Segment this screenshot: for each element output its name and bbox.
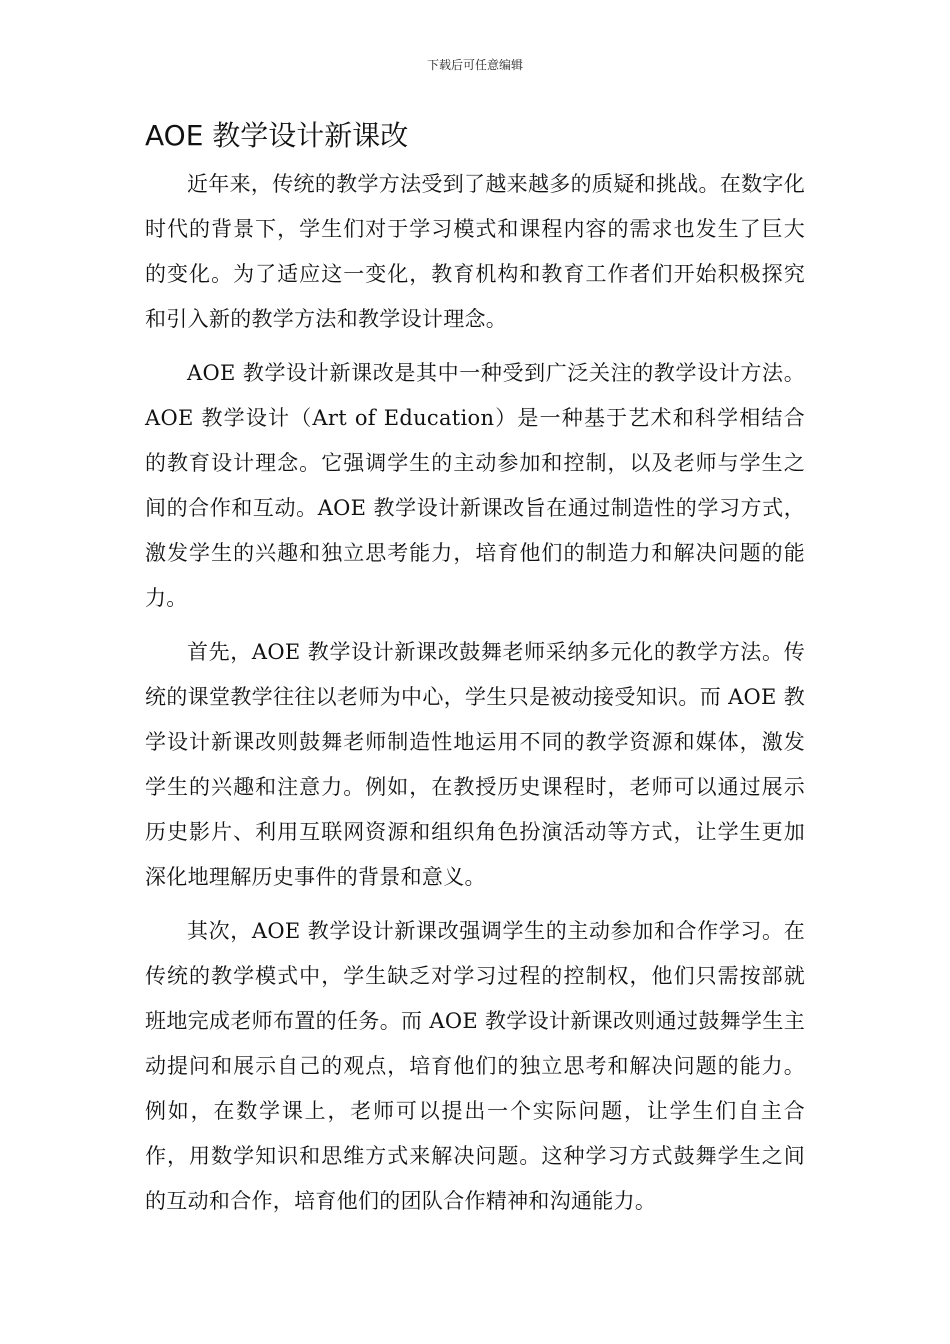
paragraph-second-point: 其次，AOE 教学设计新课改强调学生的主动参加和合作学习。在传统的教学模式中，学生缺乏对学习过程的控制权，他们只需按部就班地完成老师布置的任务。而 AOE 教学设计新课改则通过鼓舞学生主动提问和展示自己的观点，培育他们的独立思考和解决问题的能力。例如，在数学课上，老师可以提出一个实际问题，让学生们自主合作，用数学知识和思维方式来解决问题。这种学习方式鼓舞学生之间的互动和合作，培育他们的团队合作精神和沟通能力。 xyxy=(145,919,805,1213)
paragraph-first-point: 首先，AOE 教学设计新课改鼓舞老师采纳多元化的教学方法。传统的课堂教学往往以老师为中心，学生只是被动接受知识。而 AOE 教学设计新课改则鼓舞老师制造性地运用不同的教学资源和媒体，激发学生的兴趣和注意力。例如，在教授历史课程时，老师可以通过展示历史影片、利用互联网资源和组织角色扮演活动等方式，让学生更加深化地理解历史事件的背景和意义。 xyxy=(145,640,805,889)
paragraph-aoe-definition: AOE 教学设计新课改是其中一种受到广泛关注的教学设计方法。AOE 教学设计（Art of Education）是一种基于艺术和科学相结合的教育设计理念。它强调学生的主动参加和控制，以及老师与学生之间的合作和互动。AOE 教学设计新课改旨在通过制造性的学习方式，激发学生的兴趣和独立思考能力，培育他们的制造力和解决问题的能力。 xyxy=(145,361,805,610)
document-title: AOE 教学设计新课改 xyxy=(145,119,409,152)
paragraph-intro: 近年来，传统的教学方法受到了越来越多的质疑和挑战。在数字化时代的背景下，学生们对于学习模式和课程内容的需求也发生了巨大的变化。为了适应这一变化，教育机构和教育工作者们开始积极探究和引入新的教学方法和教学设计理念。 xyxy=(145,172,805,331)
document-body xyxy=(145,162,805,1233)
header-note: 下载后可任意编辑 xyxy=(426,58,523,72)
